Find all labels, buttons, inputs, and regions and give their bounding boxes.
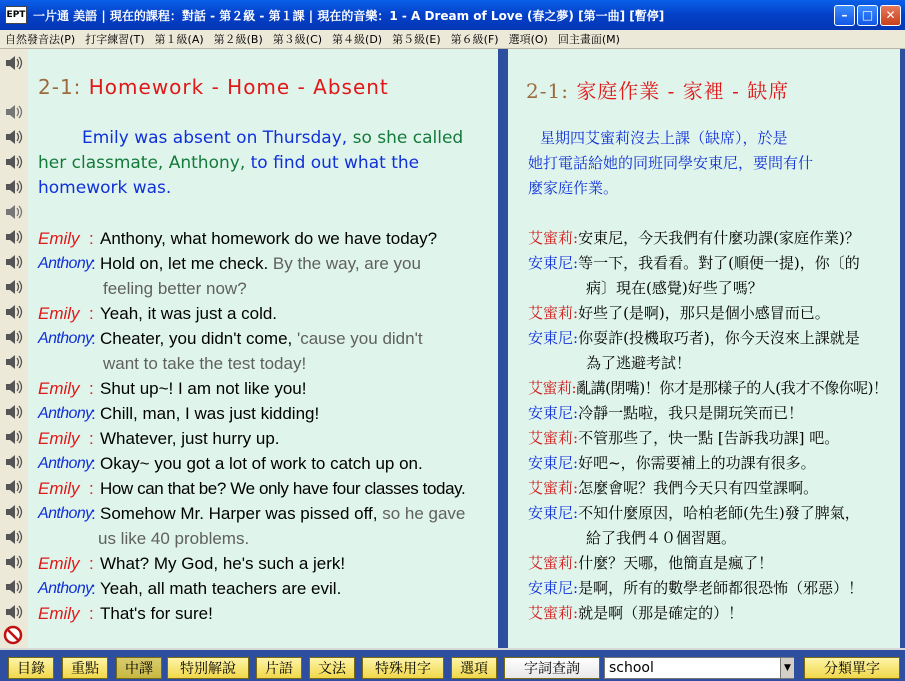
chinese-pane [508, 49, 900, 648]
contents-button[interactable]: 目錄 [8, 657, 54, 679]
dialogue-continuation-zh: 給了我們４０個習題。 [586, 529, 737, 547]
options-button[interactable]: 選項 [451, 657, 497, 679]
menu-level-1[interactable]: 第１級(A) [154, 33, 204, 46]
intro-line-zh: 麼家庭作業。 [528, 179, 619, 197]
speaker-icon[interactable] [3, 277, 23, 297]
intro-line: homework was. [38, 178, 172, 198]
speaker-icon[interactable] [3, 577, 23, 597]
translation-button[interactable]: 中譯 [116, 657, 162, 679]
intro-line: Emily was absent on Thursday, so she called [82, 128, 464, 148]
dialogue-continuation: want to take the test today! [103, 354, 307, 373]
speaker-icon[interactable] [3, 602, 23, 622]
speaker-icon[interactable] [3, 177, 23, 197]
speaker-icon[interactable] [3, 502, 23, 522]
speaker-icon[interactable] [3, 252, 23, 272]
menu-options[interactable]: 選項(O) [508, 33, 548, 46]
search-input[interactable]: school [604, 657, 794, 679]
lesson-title-text: Homework - Home - Absent [88, 75, 389, 99]
intro-line-zh: 她打電話給她的同班同學安東尼，要問有什 [528, 154, 814, 172]
speaker-icon[interactable] [3, 352, 23, 372]
lesson-title-zh: 2-1: 家庭作業 - 家裡 - 缺席 [526, 79, 790, 103]
speaker-icon[interactable] [3, 302, 23, 322]
dialogue-line-zh[interactable]: 艾蜜莉:不管那些了，快一點 [告訴我功課] 吧。 [528, 429, 840, 447]
speaker-icon[interactable] [3, 402, 23, 422]
dialogue-continuation: feeling better now? [103, 279, 247, 298]
phrases-button[interactable]: 片語 [256, 657, 302, 679]
dialogue-line-zh[interactable]: 安東尼:不知什麼原因，哈柏老師(先生)發了脾氣， [528, 504, 860, 522]
menu-level-5[interactable]: 第５級(E) [392, 33, 441, 46]
stop-icon[interactable] [3, 625, 23, 645]
menu-level-4[interactable]: 第４級(D) [332, 33, 383, 46]
menu-typing[interactable]: 打字練習(T) [85, 33, 145, 46]
speaker-icon[interactable] [3, 552, 23, 572]
lesson-area [0, 49, 905, 648]
dialogue-line-zh[interactable]: 安東尼:好吧~，你需要補上的功課有很多。 [528, 454, 816, 472]
audio-icon-column [0, 49, 28, 648]
app-logo: EPT [5, 6, 27, 24]
dialogue-line-zh[interactable]: 艾蜜莉:怎麼會呢？我們今天只有四堂課啊。 [528, 479, 819, 497]
dialogue-line-zh[interactable]: 艾蜜莉:什麼？天哪，他簡直是瘋了！ [528, 554, 774, 572]
dialogue-line-zh[interactable]: 艾蜜莉:就是啊（那是確定的）！ [528, 604, 744, 622]
dialogue-line-zh[interactable]: 安東尼:你耍詐(投機取巧者)，你今天沒來上課就是 [528, 329, 860, 347]
word-category-button[interactable]: 分類單字 [804, 657, 900, 679]
dialogue-line-zh[interactable]: 艾蜜莉:亂講(閉嘴)！你才是那樣子的人(我才不像你呢)！ [528, 379, 888, 397]
dialogue-continuation: us like 40 problems. [98, 529, 250, 548]
key-points-button[interactable]: 重點 [62, 657, 108, 679]
dialogue-continuation-zh: 病〕現在(感覺)好些了嗎？ [586, 279, 763, 297]
close-button[interactable]: ✕ [880, 5, 901, 26]
special-explanation-button[interactable]: 特別解說 [167, 657, 249, 679]
menu-main-screen[interactable]: 回主畫面(M) [557, 33, 620, 46]
bottom-toolbar [0, 648, 905, 681]
speaker-icon[interactable] [3, 527, 23, 547]
word-lookup-button[interactable]: 字詞查詢 [504, 657, 600, 679]
dialogue-line-zh[interactable]: 安東尼:冷靜一點啦，我只是開玩笑而已！ [528, 404, 804, 422]
speaker-icon[interactable] [3, 53, 23, 73]
english-pane: 2-1: Homework - Home - Absent Emily was absent on Thursday, so she called her classmate, Anthony, to find out what the homework was. Emily : Anthony, what homework do we have today? Anthony : Hold on, let me check. By the way, are you feeling better now? Emily : Yeah, it was just a cold. Anthony : Cheater, you didn't come, 'cause you didn't want to take the test today! Emily : Shut up~! I am not like you! Anthony : Chill, man, I was just kidding! Emily : Whatever, just hurry up. Anthony : Okay~ you got a lot of work to catch up on. Emily : How can that be? We only have four classes today. Anthony : Somehow Mr. Harper was pissed off, so he gave us like 40 problems. Emily : What? My God, he's such a jerk! Anthony : Yeah, all math teachers are evil. Emily : That's for sure! [28, 49, 498, 648]
speaker-icon[interactable] [3, 127, 23, 147]
menu-bar [0, 30, 905, 49]
menu-level-2[interactable]: 第２級(B) [213, 33, 263, 46]
speaker-icon[interactable] [3, 377, 23, 397]
speaker-icon[interactable] [3, 427, 23, 447]
intro-line-zh: 星期四艾蜜莉沒去上課（缺席），於是 [540, 129, 788, 147]
intro-line: her classmate, Anthony, to find out what the [38, 153, 420, 173]
maximize-button[interactable]: □ [857, 5, 878, 26]
speaker-icon[interactable] [3, 202, 23, 222]
dialogue-line-zh[interactable]: 艾蜜莉:安東尼，今天我們有什麼功課(家庭作業)？ [528, 229, 860, 247]
minimize-button[interactable]: – [834, 5, 855, 26]
lesson-title-en [38, 75, 389, 99]
dialogue-line-zh[interactable]: 安東尼:是啊，所有的數學老師都很恐怖（邪惡）！ [528, 579, 864, 597]
dialogue-line-zh[interactable]: 安東尼:等一下，我看看。對了(順便一提)，你〔的 [528, 254, 860, 272]
dialogue-line-zh[interactable]: 艾蜜莉:好些了(是啊)，那只是個小感冒而已。 [528, 304, 830, 322]
speaker-icon[interactable] [3, 102, 23, 122]
dropdown-arrow-icon[interactable]: ▼ [780, 658, 794, 678]
menu-level-3[interactable]: 第３級(C) [272, 33, 323, 46]
special-words-button[interactable]: 特殊用字 [362, 657, 444, 679]
speaker-icon[interactable] [3, 327, 23, 347]
speaker-icon[interactable] [3, 452, 23, 472]
window-title: 一片通 美語 | 現在的課程：對話 - 第２級 - 第１課 | 現在的音樂：1 - A Dream of Love (春之夢) [第一曲] [暫停] [33, 8, 665, 23]
menu-level-6[interactable]: 第６級(F) [450, 33, 499, 46]
dialogue-continuation-zh: 為了逃避考試！ [586, 354, 692, 372]
title-bar [0, 0, 905, 30]
grammar-button[interactable]: 文法 [309, 657, 355, 679]
speaker-icon[interactable] [3, 152, 23, 172]
menu-phonics[interactable]: 自然發音法(P) [5, 33, 76, 46]
lesson-number: 2-1: [38, 75, 82, 99]
speaker-icon[interactable] [3, 477, 23, 497]
speaker-icon[interactable] [3, 227, 23, 247]
